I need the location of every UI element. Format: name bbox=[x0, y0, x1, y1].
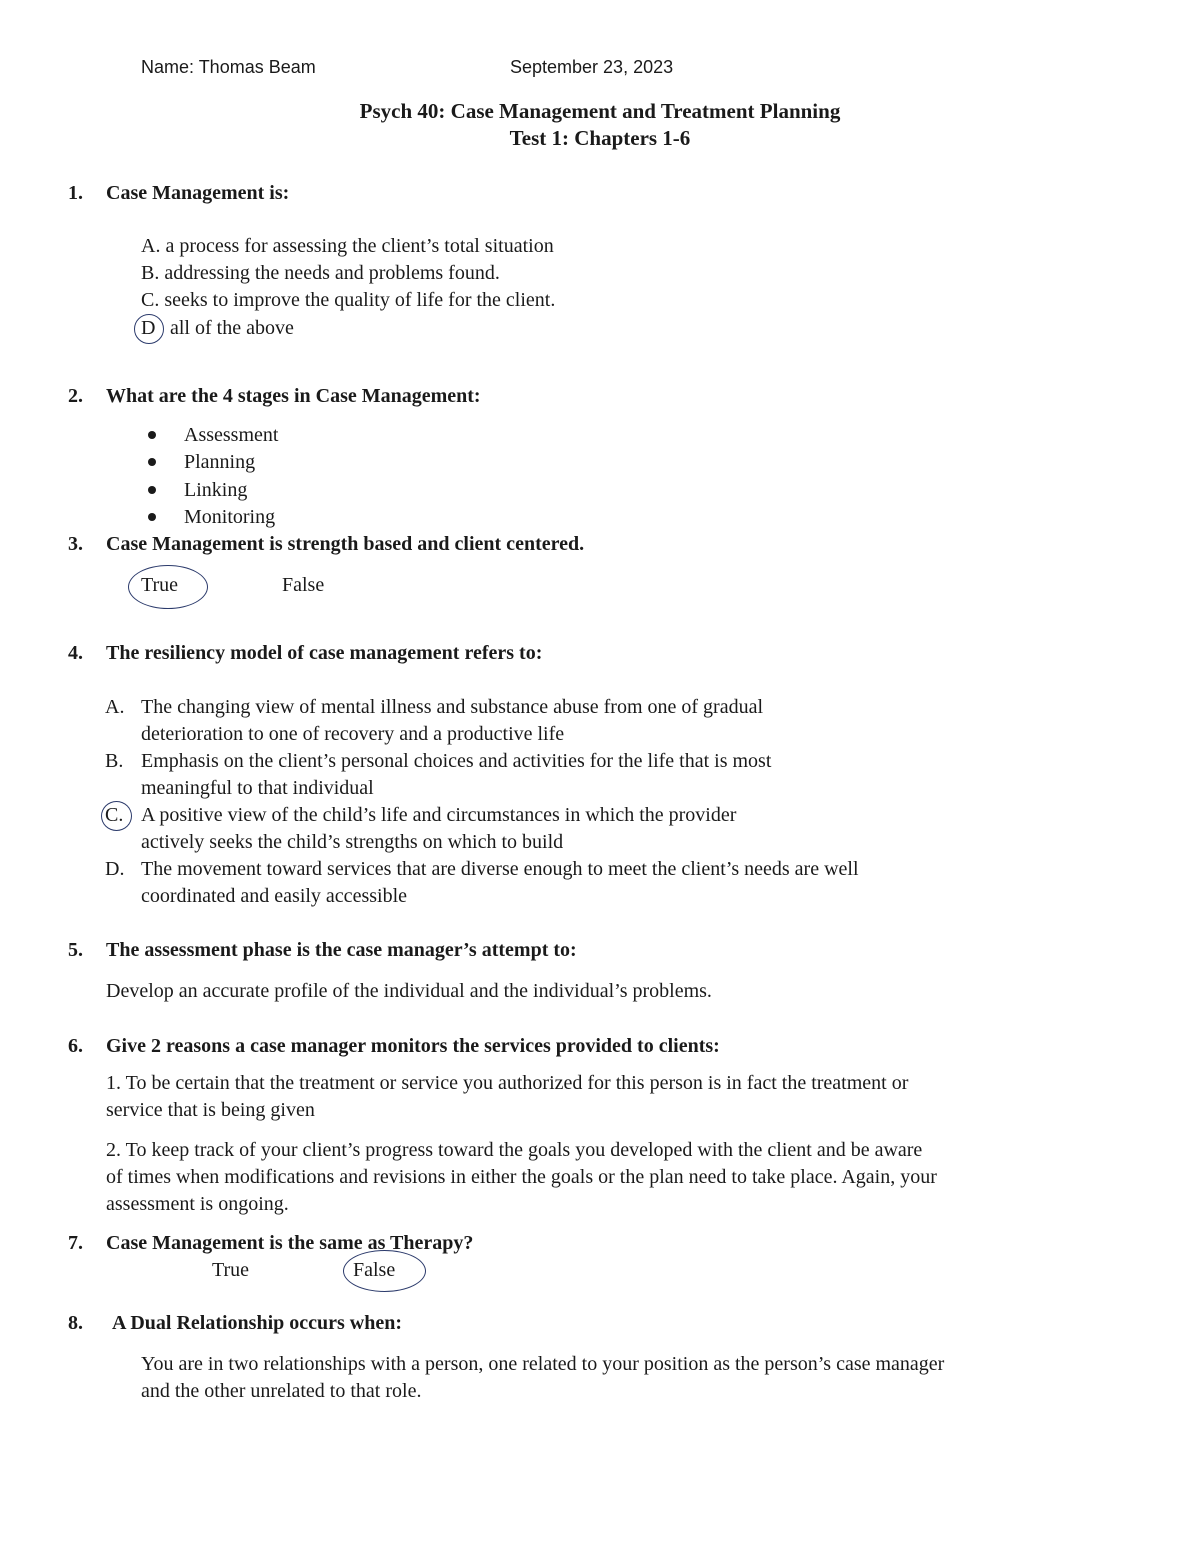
q7-question: Case Management is the same as Therapy? bbox=[106, 1232, 474, 1254]
q5-answer: Develop an accurate profile of the individual and the individual’s problems. bbox=[106, 980, 712, 1002]
bullet-icon bbox=[148, 431, 156, 439]
q4-answer-circle bbox=[101, 801, 132, 831]
q1-number: 1. bbox=[68, 182, 83, 204]
q7-true-label: True bbox=[212, 1259, 250, 1281]
q3-number: 3. bbox=[68, 533, 83, 555]
q2-item-assessment: Assessment bbox=[184, 424, 279, 446]
q6-number: 6. bbox=[68, 1035, 83, 1057]
q6-question: Give 2 reasons a case manager monitors the services provided to clients: bbox=[106, 1035, 720, 1057]
q1-answer-circle bbox=[134, 314, 164, 344]
q6-answer2-line2: of times when modifications and revisions in either the goals or the plan need to take place. Again, your bbox=[106, 1166, 937, 1188]
page-title: Psych 40: Case Management and Treatment Planning bbox=[359, 99, 841, 123]
bullet-icon bbox=[148, 513, 156, 521]
q2-item-planning: Planning bbox=[184, 451, 256, 473]
q4-option-c-line2: actively seeks the child’s strengths on which to build bbox=[141, 831, 564, 853]
q3-answer-circle bbox=[128, 565, 208, 609]
q6-answer2-line3: assessment is ongoing. bbox=[106, 1193, 289, 1215]
q7-answer-circle bbox=[343, 1250, 426, 1292]
q6-answer2-line1: 2. To keep track of your client’s progress toward the goals you developed with the client and be aware bbox=[106, 1139, 923, 1161]
q2-number: 2. bbox=[68, 385, 83, 407]
q4-number: 4. bbox=[68, 642, 83, 664]
q8-answer-line1: You are in two relationships with a person, one related to your position as the person’s case manager bbox=[141, 1353, 945, 1375]
q4-option-d-line1: The movement toward services that are diverse enough to meet the client’s needs are well bbox=[141, 858, 859, 880]
q8-question: A Dual Relationship occurs when: bbox=[112, 1312, 403, 1334]
q4-option-a-letter: A. bbox=[105, 696, 125, 718]
q3-question: Case Management is strength based and client centered. bbox=[106, 533, 585, 555]
bullet-icon bbox=[148, 458, 156, 466]
q4-option-d-line2: coordinated and easily accessible bbox=[141, 885, 407, 907]
q1-option-d: all of the above bbox=[170, 317, 294, 339]
q7-false-label: False bbox=[353, 1259, 396, 1281]
q4-option-a-line2: deterioration to one of recovery and a productive life bbox=[141, 723, 565, 745]
q2-question: What are the 4 stages in Case Management: bbox=[106, 385, 481, 407]
bullet-icon bbox=[148, 486, 156, 494]
q5-number: 5. bbox=[68, 939, 83, 961]
q5-question: The assessment phase is the case manager’s attempt to: bbox=[106, 939, 577, 961]
q7-number: 7. bbox=[68, 1232, 83, 1254]
q6-answer1-line2: service that is being given bbox=[106, 1099, 315, 1121]
q4-option-b-line2: meaningful to that individual bbox=[141, 777, 374, 799]
q1-option-b: B. addressing the needs and problems found. bbox=[141, 262, 500, 284]
student-name: Name: Thomas Beam bbox=[141, 57, 316, 77]
q1-option-c: C. seeks to improve the quality of life for the client. bbox=[141, 289, 556, 311]
q3-true-label: True bbox=[141, 574, 179, 596]
q6-answer1-line1: 1. To be certain that the treatment or service you authorized for this person is in fact the treatment or bbox=[106, 1072, 909, 1094]
q2-item-monitoring: Monitoring bbox=[184, 506, 276, 528]
q3-false-label: False bbox=[282, 574, 325, 596]
q1-option-d-letter: D bbox=[141, 317, 156, 339]
q4-option-b-letter: B. bbox=[105, 750, 124, 772]
q4-option-d-letter: D. bbox=[105, 858, 125, 880]
q4-option-c-line1: A positive view of the child’s life and circumstances in which the provider bbox=[141, 804, 737, 826]
q8-answer-line2: and the other unrelated to that role. bbox=[141, 1380, 422, 1402]
q4-option-b-line1: Emphasis on the client’s personal choices and activities for the life that is most bbox=[141, 750, 772, 772]
page-subtitle: Test 1: Chapters 1-6 bbox=[509, 126, 691, 150]
q4-option-a-line1: The changing view of mental illness and substance abuse from one of gradual bbox=[141, 696, 764, 718]
q8-number: 8. bbox=[68, 1312, 83, 1334]
test-date: September 23, 2023 bbox=[510, 57, 674, 77]
q4-question: The resiliency model of case management refers to: bbox=[106, 642, 543, 664]
q1-option-a: A. a process for assessing the client’s total situation bbox=[141, 235, 554, 257]
q4-option-c-letter: C. bbox=[105, 804, 124, 826]
q1-question: Case Management is: bbox=[106, 182, 290, 204]
q2-item-linking: Linking bbox=[184, 479, 248, 501]
